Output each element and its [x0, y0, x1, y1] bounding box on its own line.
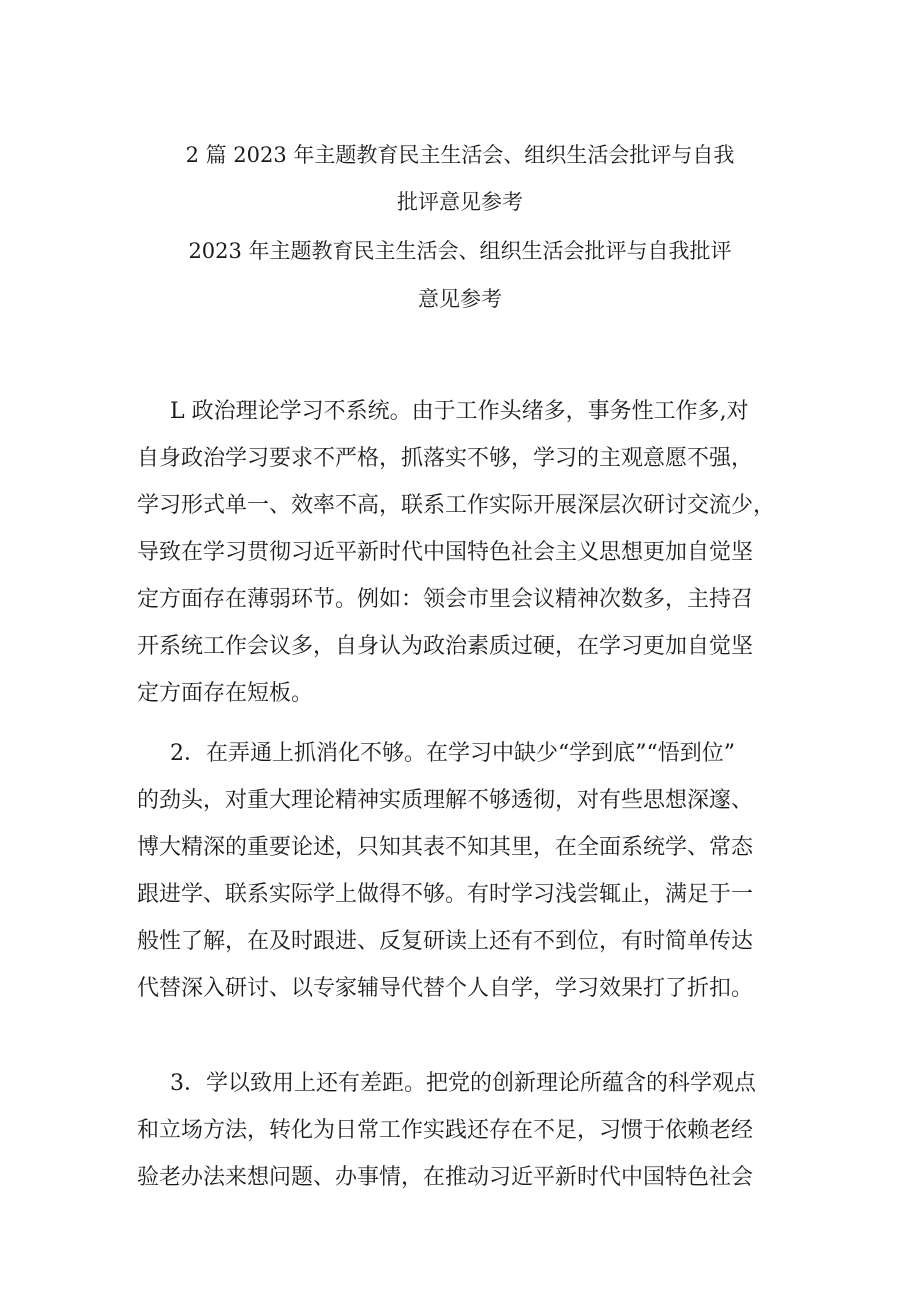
- paragraph-line: 定方面存在短板。: [137, 681, 314, 706]
- paragraph-line: 学习形式单一、效率不高，联系工作实际开展深层次研讨交流少，: [137, 493, 776, 518]
- paragraph-line: 的劲头，对重大理论精神实质理解不够透彻，对有些思想深邃、: [137, 788, 754, 813]
- paragraph-line: 跟进学、联系实际学上做得不够。有时学习浅尝辄止，满足于一: [137, 882, 754, 907]
- document-subtitle-line-1: 2023 年主题教育民主生活会、组织生活会批评与自我批评: [188, 239, 732, 263]
- paragraph-line: 3．学以致用上还有差距。把党的创新理论所蕴含的科学观点: [170, 1071, 756, 1096]
- paragraph-line: 开系统工作会议多，自身认为政治素质过硬，在学习更加自觉坚: [137, 634, 754, 659]
- paragraph-line: 验老办法来想问题、办事情，在推动习近平新时代中国特色社会: [137, 1165, 754, 1190]
- document-title-line-2: 批评意见参考: [397, 190, 523, 214]
- paragraph-line: 定方面存在薄弱环节。例如：领会市里会议精神次数多，主持召: [137, 587, 754, 612]
- paragraph-line: L 政治理论学习不系统。由于工作头绪多，事务性工作多,对: [170, 399, 749, 424]
- document-subtitle-line-2: 意见参考: [418, 287, 502, 311]
- paragraph-line: 般性了解，在及时跟进、反复研读上还有不到位，有时简单传达: [137, 929, 754, 954]
- paragraph-line: 和立场方法，转化为日常工作实践还存在不足，习惯于依赖老经: [137, 1118, 754, 1143]
- paragraph-line: 导致在学习贯彻习近平新时代中国特色社会主义思想更加自觉坚: [137, 540, 754, 565]
- document-title-line-1: 2 篇 2023 年主题教育民主生活会、组织生活会批评与自我: [185, 143, 735, 167]
- paragraph-line: 2．在弄通上抓消化不够。在学习中缺少“学到底”“悟到位”: [170, 741, 735, 766]
- paragraph-line: 博大精深的重要论述，只知其表不知其里，在全面系统学、常态: [137, 835, 754, 860]
- paragraph-line: 自身政治学习要求不严格，抓落实不够，学习的主观意愿不强，: [137, 446, 754, 471]
- paragraph-line: 代替深入研讨、以专家辅导代替个人自学，学习效果打了折扣。: [137, 976, 754, 1001]
